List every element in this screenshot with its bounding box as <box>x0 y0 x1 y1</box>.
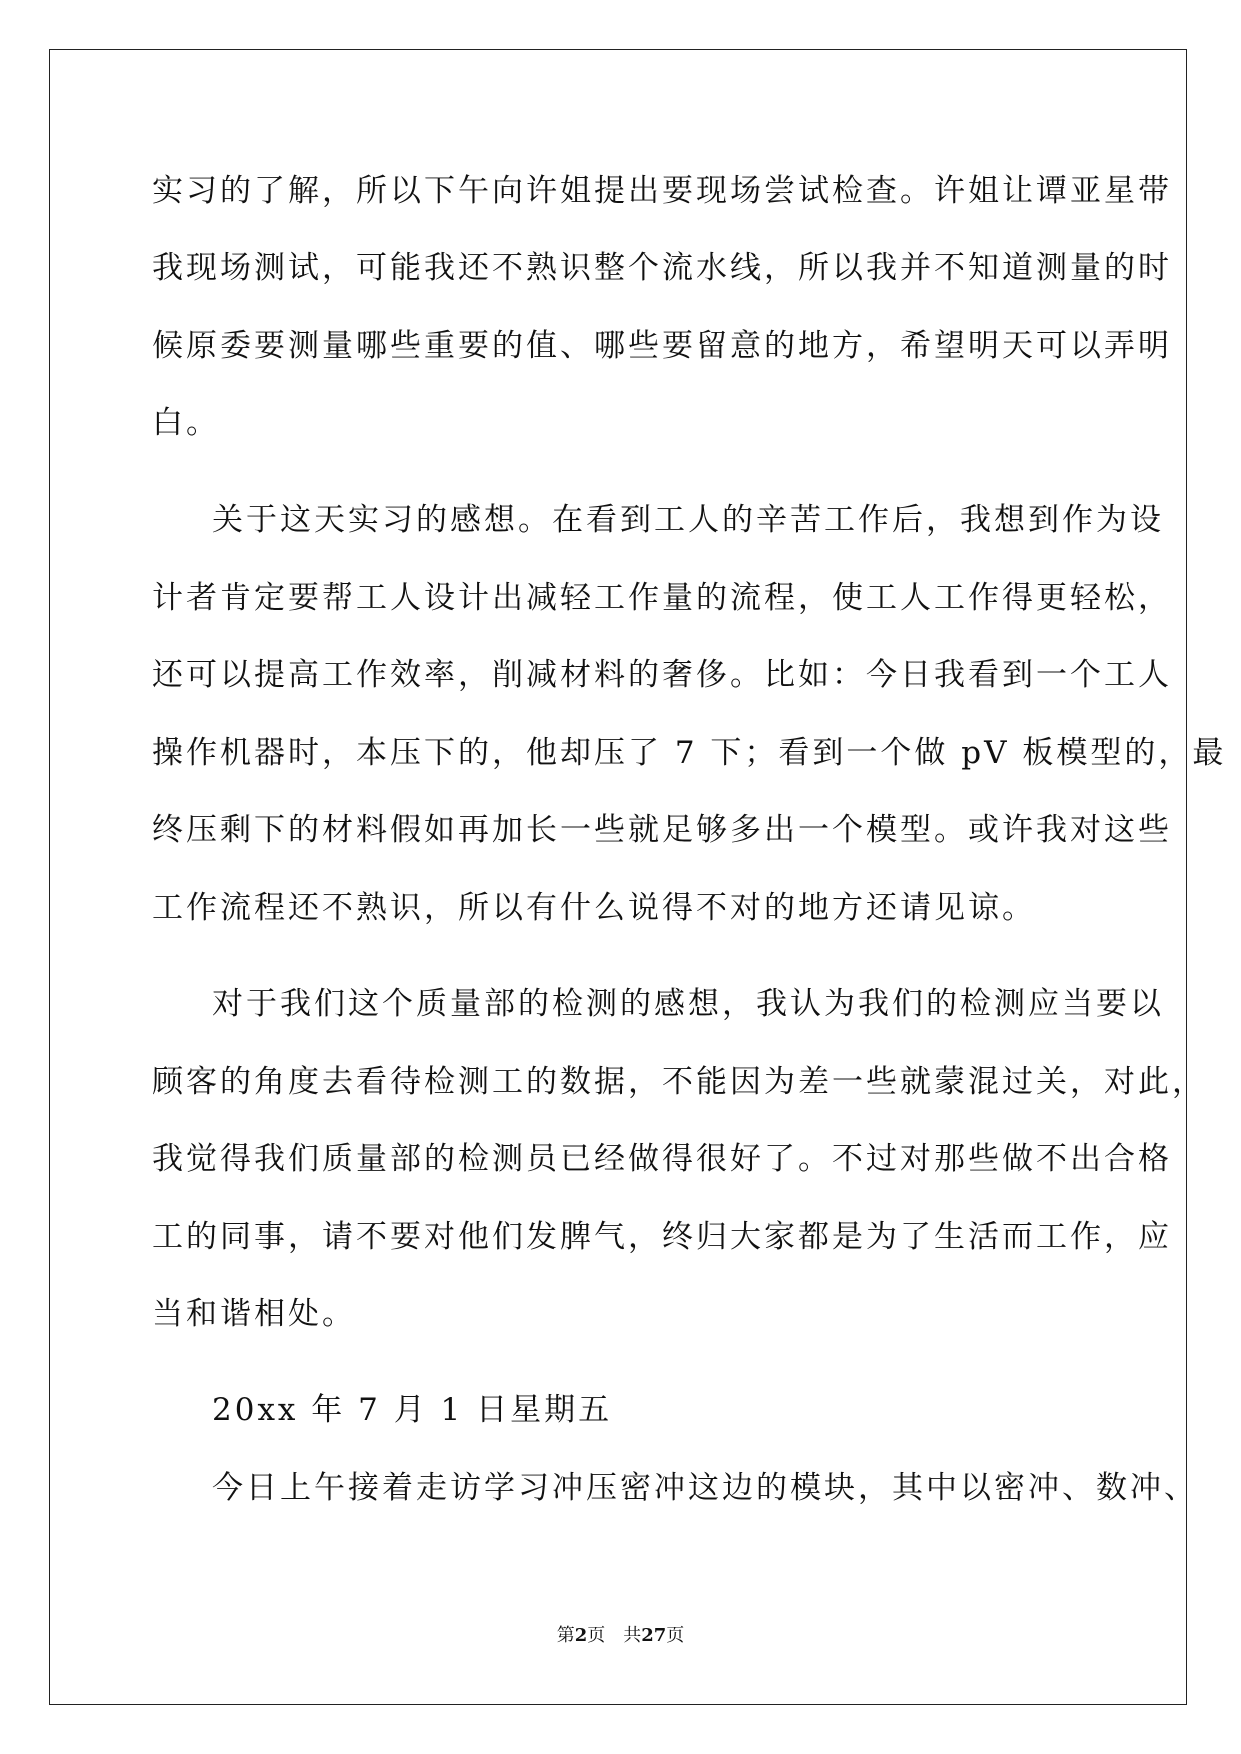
text-line: 白。 <box>152 405 220 441</box>
text-line: 计者肯定要帮工人设计出减轻工作量的流程，使工人工作得更轻松， <box>152 580 1172 616</box>
page-prefix: 第 <box>556 1625 575 1646</box>
text-line: 操作机器时，本压下的，他却压了 7 下；看到一个做 pV 板模型的，最 <box>152 735 1227 771</box>
text-line: 工的同事，请不要对他们发脾气，终归大家都是为了生活而工作，应 <box>152 1219 1172 1255</box>
text-line: 还可以提高工作效率，削减材料的奢侈。比如：今日我看到一个工人 <box>152 657 1172 693</box>
text-line: 我觉得我们质量部的检测员已经做得很好了。不过对那些做不出合格 <box>152 1141 1172 1177</box>
text-line: 当和谐相处。 <box>152 1296 356 1332</box>
text-line: 实习的了解，所以下午向许姐提出要现场尝试检查。许姐让谭亚星带 <box>152 173 1172 209</box>
page-total: 27 <box>641 1625 667 1646</box>
text-line: 我现场测试，可能我还不熟识整个流水线，所以我并不知道测量的时 <box>152 250 1172 286</box>
page-border <box>49 49 1187 1705</box>
page-number: 2 <box>574 1625 588 1646</box>
page-suffix: 页 <box>666 1625 685 1646</box>
page-mid: 页 共 <box>587 1625 642 1646</box>
date-heading: 20xx 年 7 月 1 日星期五 <box>212 1392 613 1428</box>
text-line: 候原委要测量哪些重要的值、哪些要留意的地方，希望明天可以弄明 <box>152 328 1172 364</box>
text-line: 终压剩下的材料假如再加长一些就足够多出一个模型。或许我对这些 <box>152 812 1172 848</box>
text-line: 工作流程还不熟识，所以有什么说得不对的地方还请见谅。 <box>152 890 1036 926</box>
text-line: 顾客的角度去看待检测工的数据，不能因为差一些就蒙混过关，对此， <box>152 1064 1206 1100</box>
text-line: 今日上午接着走访学习冲压密冲这边的模块，其中以密冲、数冲、 <box>212 1470 1198 1506</box>
text-line: 对于我们这个质量部的检测的感想，我认为我们的检测应当要以 <box>212 986 1164 1022</box>
text-line: 关于这天实习的感想。在看到工人的辛苦工作后，我想到作为设 <box>212 502 1164 538</box>
page-footer <box>0 1624 1241 1648</box>
